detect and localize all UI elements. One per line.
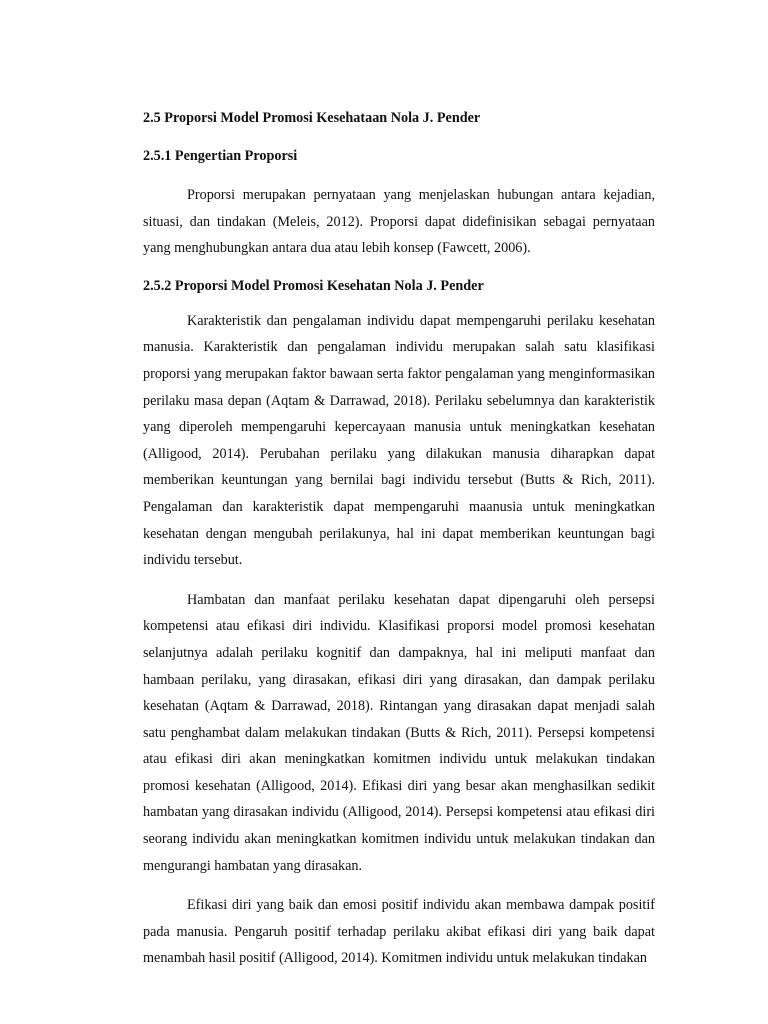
paragraph-barriers-benefits: Hambatan dan manfaat perilaku kesehatan dapat dipengaruhi oleh persepsi kompetensi atau efikasi diri individu. Klasifikasi proporsi model promosi kesehatan selanjutnya adalah perilaku kognitif dan dampaknya, hal ini meliputi manfaat dan hambaan perilaku, yang dirasakan, efikasi diri yang dirasakan, dan dampak perilaku kesehatan (Aqtam & Darrawad, 2018). Rintangan yang dirasakan dapat menjadi salah satu penghambat dalam melakukan tindakan (Butts & Rich, 2011). Persepsi kompetensi atau efikasi diri akan meningkatkan komitmen individu untuk melakukan tindakan promosi kesehatan (Alligood, 2014). Efikasi diri yang besar akan menghasilkan sedikit hambatan yang dirasakan individu (Alligood, 2014). Persepsi kompetensi atau efikasi diri seorang individu akan meningkatkan komitmen individu untuk melakukan tindakan dan mengurangi hambatan yang dirasakan.: [143, 591, 655, 874]
paragraph-self-efficacy: Efikasi diri yang baik dan emosi positif individu akan membawa dampak positif pada manusia. Pengaruh positif terhadap perilaku akibat efikasi diri yang baik dapat menambah hasil positif (Alligood, 2014). Komitmen individu untuk melakukan tindakan: [143, 897, 655, 967]
paragraph-definition: Proporsi merupakan pernyataan yang menjelaskan hubungan antara kejadian, situasi, dan tindakan (Meleis, 2012). Proporsi dapat didefinisikan sebagai pernyataan yang menghubungkan antara dua atau lebih konsep (Fawcett, 2006).: [143, 187, 655, 257]
paragraph-characteristics: Karakteristik dan pengalaman individu dapat mempengaruhi perilaku kesehatan manusia. Karakteristik dan pengalaman individu merupakan salah satu klasifikasi proporsi yang merupakan faktor bawaan serta faktor pengalaman yang menginformasikan perilaku masa depan (Aqtam & Darrawad, 2018). Perilaku sebelumnya dan karakteristik yang diperoleh mempengaruhi kepercayaan manusia untuk meningkatkan kesehatan (Alligood, 2014). Perubahan perilaku yang dilakukan manusia diharapkan dapat memberikan keuntungan yang bernilai bagi individu tersebut (Butts & Rich, 2011). Pengalaman dan karakteristik dapat mempengaruhi maanusia untuk meningkatkan kesehatan dengan mengubah perilakunya, hal ini dapat memberikan keuntungan bagi individu tersebut.: [143, 312, 655, 569]
section-heading-2-5: 2.5 Proporsi Model Promosi Kesehataan Nola J. Pender: [143, 110, 481, 126]
subsection-heading-2-5-1: 2.5.1 Pengertian Proporsi: [143, 148, 298, 164]
subsection-heading-2-5-2: 2.5.2 Proporsi Model Promosi Kesehatan Nola J. Pender: [143, 277, 484, 294]
